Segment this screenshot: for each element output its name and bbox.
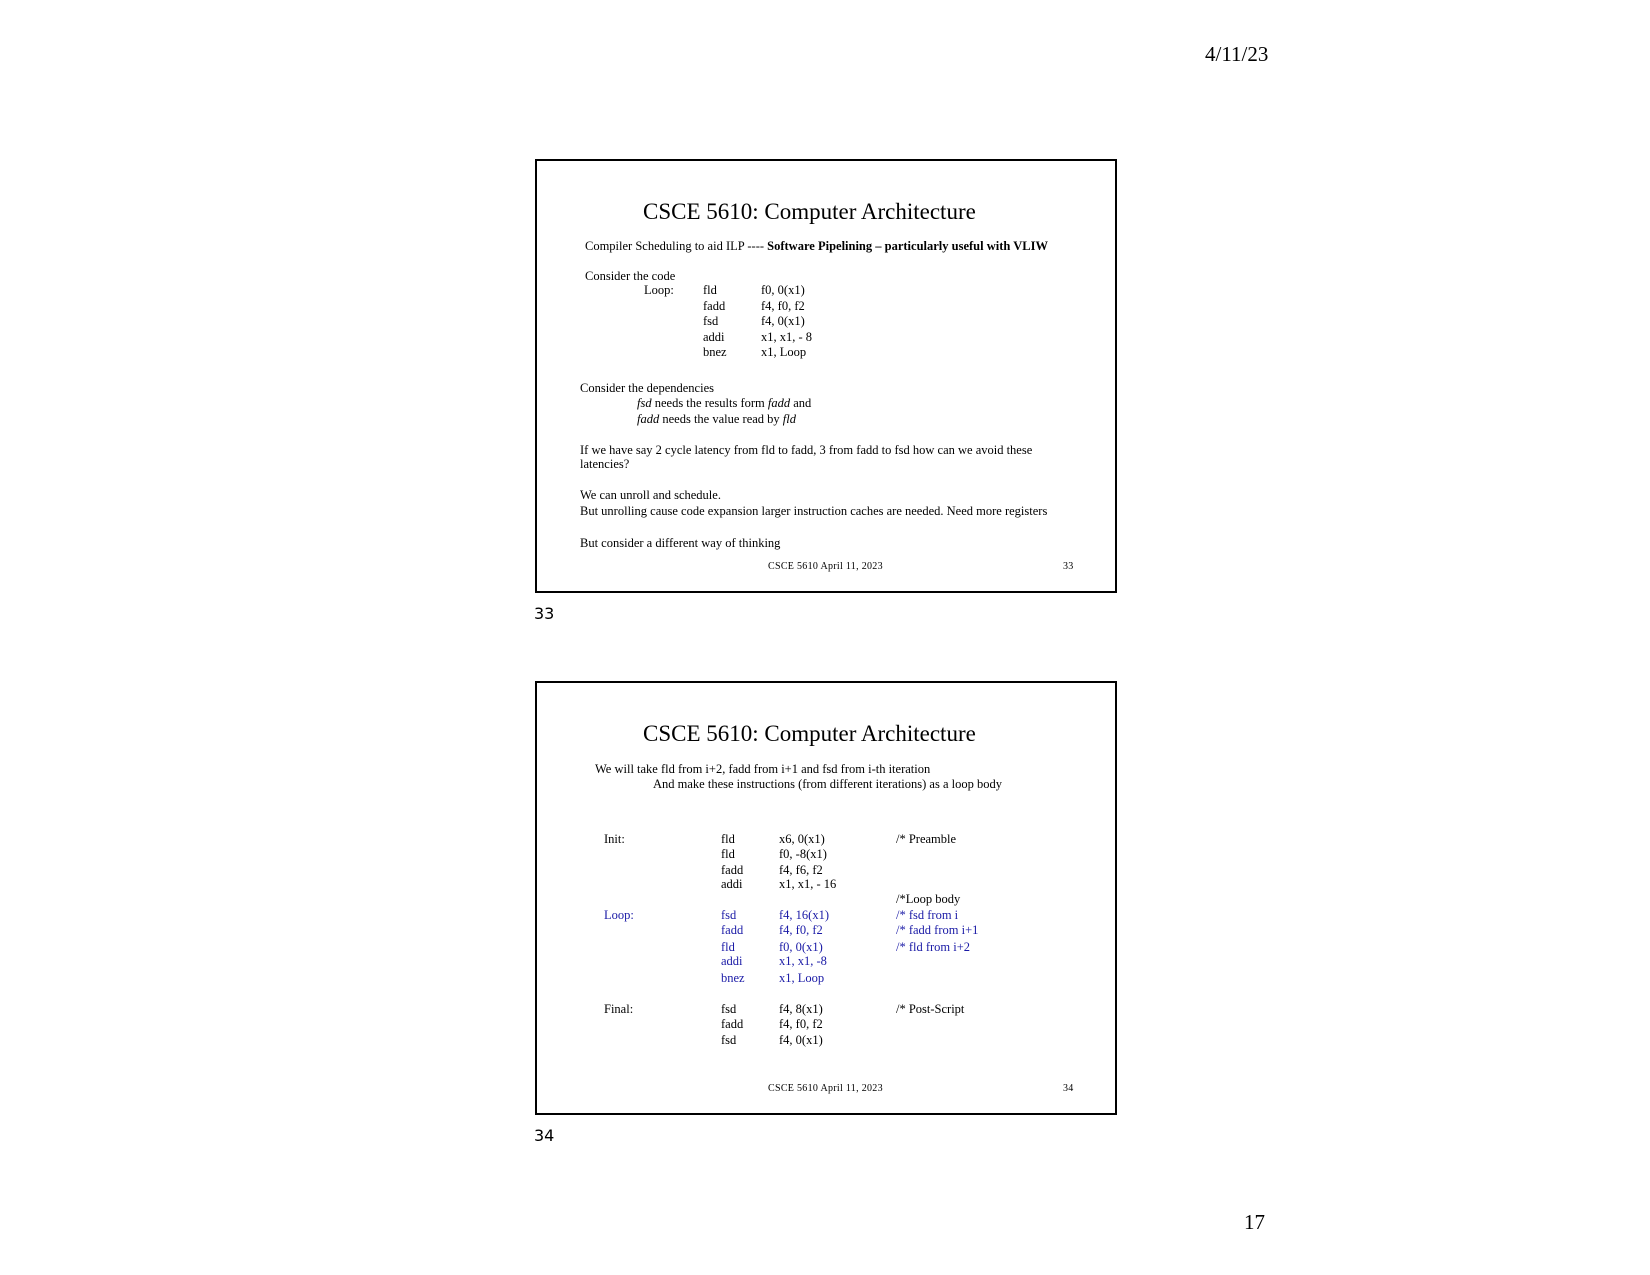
- slide-title: CSCE 5610: Computer Architecture: [643, 721, 976, 746]
- slide-footer-number: 34: [1063, 1083, 1074, 1094]
- slide-footer: CSCE 5610 April 11, 2023: [768, 561, 883, 572]
- slide-label-33: 33: [534, 604, 555, 623]
- code-args: f4, f0, f2: [779, 1017, 823, 1031]
- code-args: f4, 0(x1): [761, 314, 805, 328]
- code-args: f4, f0, f2: [761, 299, 805, 313]
- dependency-line-1: fsd needs the results form fadd and: [637, 396, 812, 410]
- code-op: fld: [721, 832, 735, 846]
- code-op: fadd: [721, 1017, 744, 1031]
- code-op: fadd: [721, 923, 744, 937]
- slide-title: CSCE 5610: Computer Architecture: [643, 199, 976, 224]
- final-label: Final:: [604, 1002, 634, 1016]
- code-args: x1, x1, - 8: [761, 330, 813, 344]
- code-args: f4, f6, f2: [779, 863, 823, 877]
- intro-text-2: And make these instructions (from different iterations) as a loop body: [653, 777, 1002, 791]
- deps-heading: Consider the dependencies: [580, 381, 714, 395]
- code-op: fsd: [721, 1033, 737, 1047]
- code-comment: /* fadd from i+1: [896, 923, 979, 937]
- loop-label: Loop:: [604, 908, 634, 922]
- unroll-text-2: But unrolling cause code expansion larger instruction caches are needed. Need more registers: [580, 504, 1048, 518]
- code-op: bnez: [721, 971, 745, 985]
- slide-footer: CSCE 5610 April 11, 2023: [768, 1083, 883, 1094]
- code-op: fsd: [721, 1002, 737, 1016]
- init-label: Init:: [604, 832, 625, 846]
- code-op: fld: [703, 283, 717, 297]
- code-op: fsd: [703, 314, 719, 328]
- code-args: x1, x1, -8: [779, 954, 827, 968]
- code-args: x1, Loop: [761, 345, 807, 359]
- code-args: f4, f0, f2: [779, 923, 823, 937]
- code-args: f0, 0(x1): [761, 283, 805, 297]
- code-args: x1, Loop: [779, 971, 825, 985]
- code-op: fld: [721, 940, 735, 954]
- page-date: 4/11/23: [1205, 42, 1269, 66]
- slide-34: [535, 681, 1117, 1115]
- code-op: addi: [721, 954, 743, 968]
- dependency-line-2: fadd needs the value read by fld: [637, 412, 796, 426]
- code-op: bnez: [703, 345, 727, 359]
- code-args: x6, 0(x1): [779, 832, 825, 846]
- slide-label-34: 34: [534, 1126, 555, 1145]
- code-args: f4, 16(x1): [779, 908, 829, 922]
- different-text: But consider a different way of thinking: [580, 536, 781, 550]
- unroll-text-1: We can unroll and schedule.: [580, 488, 721, 502]
- code-args: x1, x1, - 16: [779, 877, 837, 891]
- code-args: f0, 0(x1): [779, 940, 823, 954]
- code-op: addi: [721, 877, 743, 891]
- consider-code-text: Consider the code: [585, 269, 676, 283]
- latency-text-1: If we have say 2 cycle latency from fld to fadd, 3 from fadd to fsd how can we avoid these: [580, 443, 1033, 457]
- code-op: fsd: [721, 908, 737, 922]
- loop-body-comment: /*Loop body: [896, 892, 961, 906]
- page-number: 17: [1244, 1210, 1265, 1234]
- intro-text-1: We will take fld from i+2, fadd from i+1 and fsd from i-th iteration: [595, 762, 931, 776]
- code-args: f4, 0(x1): [779, 1033, 823, 1047]
- code-args: f0, -8(x1): [779, 847, 827, 861]
- latency-text-2: latencies?: [580, 457, 630, 471]
- code-op: fadd: [721, 863, 744, 877]
- code-comment: /* Preamble: [896, 832, 957, 846]
- code-comment: /* Post-Script: [896, 1002, 965, 1016]
- code-op: fadd: [703, 299, 726, 313]
- slide-33: [535, 159, 1117, 593]
- slide-footer-number: 33: [1063, 561, 1074, 572]
- code-op: addi: [703, 330, 725, 344]
- code-op: fld: [721, 847, 735, 861]
- code-comment: /* fld from i+2: [896, 940, 971, 954]
- slide-subtitle: Compiler Scheduling to aid ILP ---- Software Pipelining – particularly useful with VLIW: [585, 239, 1048, 253]
- code-args: f4, 8(x1): [779, 1002, 823, 1016]
- code-comment: /* fsd from i: [896, 908, 959, 922]
- loop-label: Loop:: [644, 283, 674, 297]
